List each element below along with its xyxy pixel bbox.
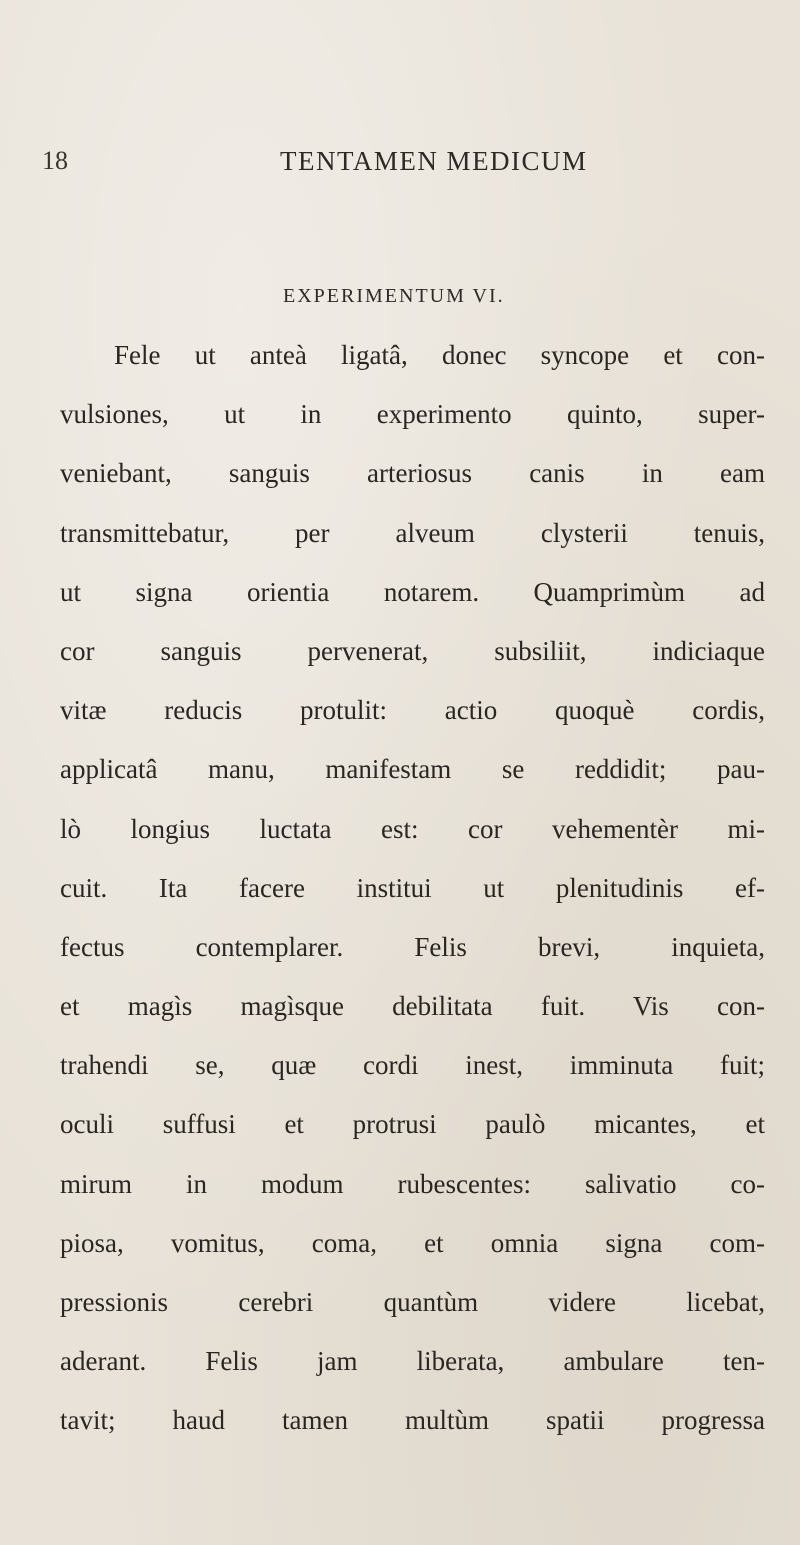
text-line: vitæ reducis protulit: actio quoquè cordis, xyxy=(60,695,765,726)
running-head: TENTAMEN MEDICUM xyxy=(280,146,588,176)
body-text xyxy=(60,326,765,1451)
text-line: fectus contemplarer. Felis brevi, inquieta, xyxy=(60,931,765,962)
text-line: cuit. Ita facere institui ut plenitudinis ef- xyxy=(60,872,765,903)
text-line: et magìs magìsque debilitata fuit. Vis con- xyxy=(60,991,765,1022)
text-line: veniebant, sanguis arteriosus canis in eam xyxy=(60,458,765,489)
text-line: mirum in modum rubescentes: salivatio co- xyxy=(60,1168,765,1199)
text-line: pressionis cerebri quantùm videre licebat, xyxy=(60,1287,765,1317)
text-line: vulsiones, ut in experimento quinto, super- xyxy=(60,399,765,430)
text-line: aderant. Felis jam liberata, ambulare ten- xyxy=(60,1346,765,1377)
page-number: 18 xyxy=(42,146,68,175)
text-line: tavit; haud tamen multùm spatii progressa xyxy=(60,1405,765,1436)
text-line: applicatâ manu, manifestam se reddidit; pau- xyxy=(60,754,765,785)
text-line: oculi suffusi et protrusi paulò micantes, et xyxy=(60,1109,765,1140)
section-title: EXPERIMENTUM VI. xyxy=(283,285,505,307)
text-line: Fele ut anteà ligatâ, donec syncope et con- xyxy=(114,340,765,370)
text-line: cor sanguis pervenerat, subsiliit, indiciaque xyxy=(60,635,765,666)
text-line: piosa, vomitus, coma, et omnia signa com- xyxy=(60,1227,765,1258)
text-line: trahendi se, quæ cordi inest, imminuta fuit; xyxy=(60,1050,765,1081)
text-line: transmittebatur, per alveum clysterii tenuis, xyxy=(60,517,765,548)
text-line: ut signa orientia notarem. Quamprimùm ad xyxy=(60,576,765,607)
text-line: lò longius luctata est: cor vehementèr mi- xyxy=(60,813,765,844)
